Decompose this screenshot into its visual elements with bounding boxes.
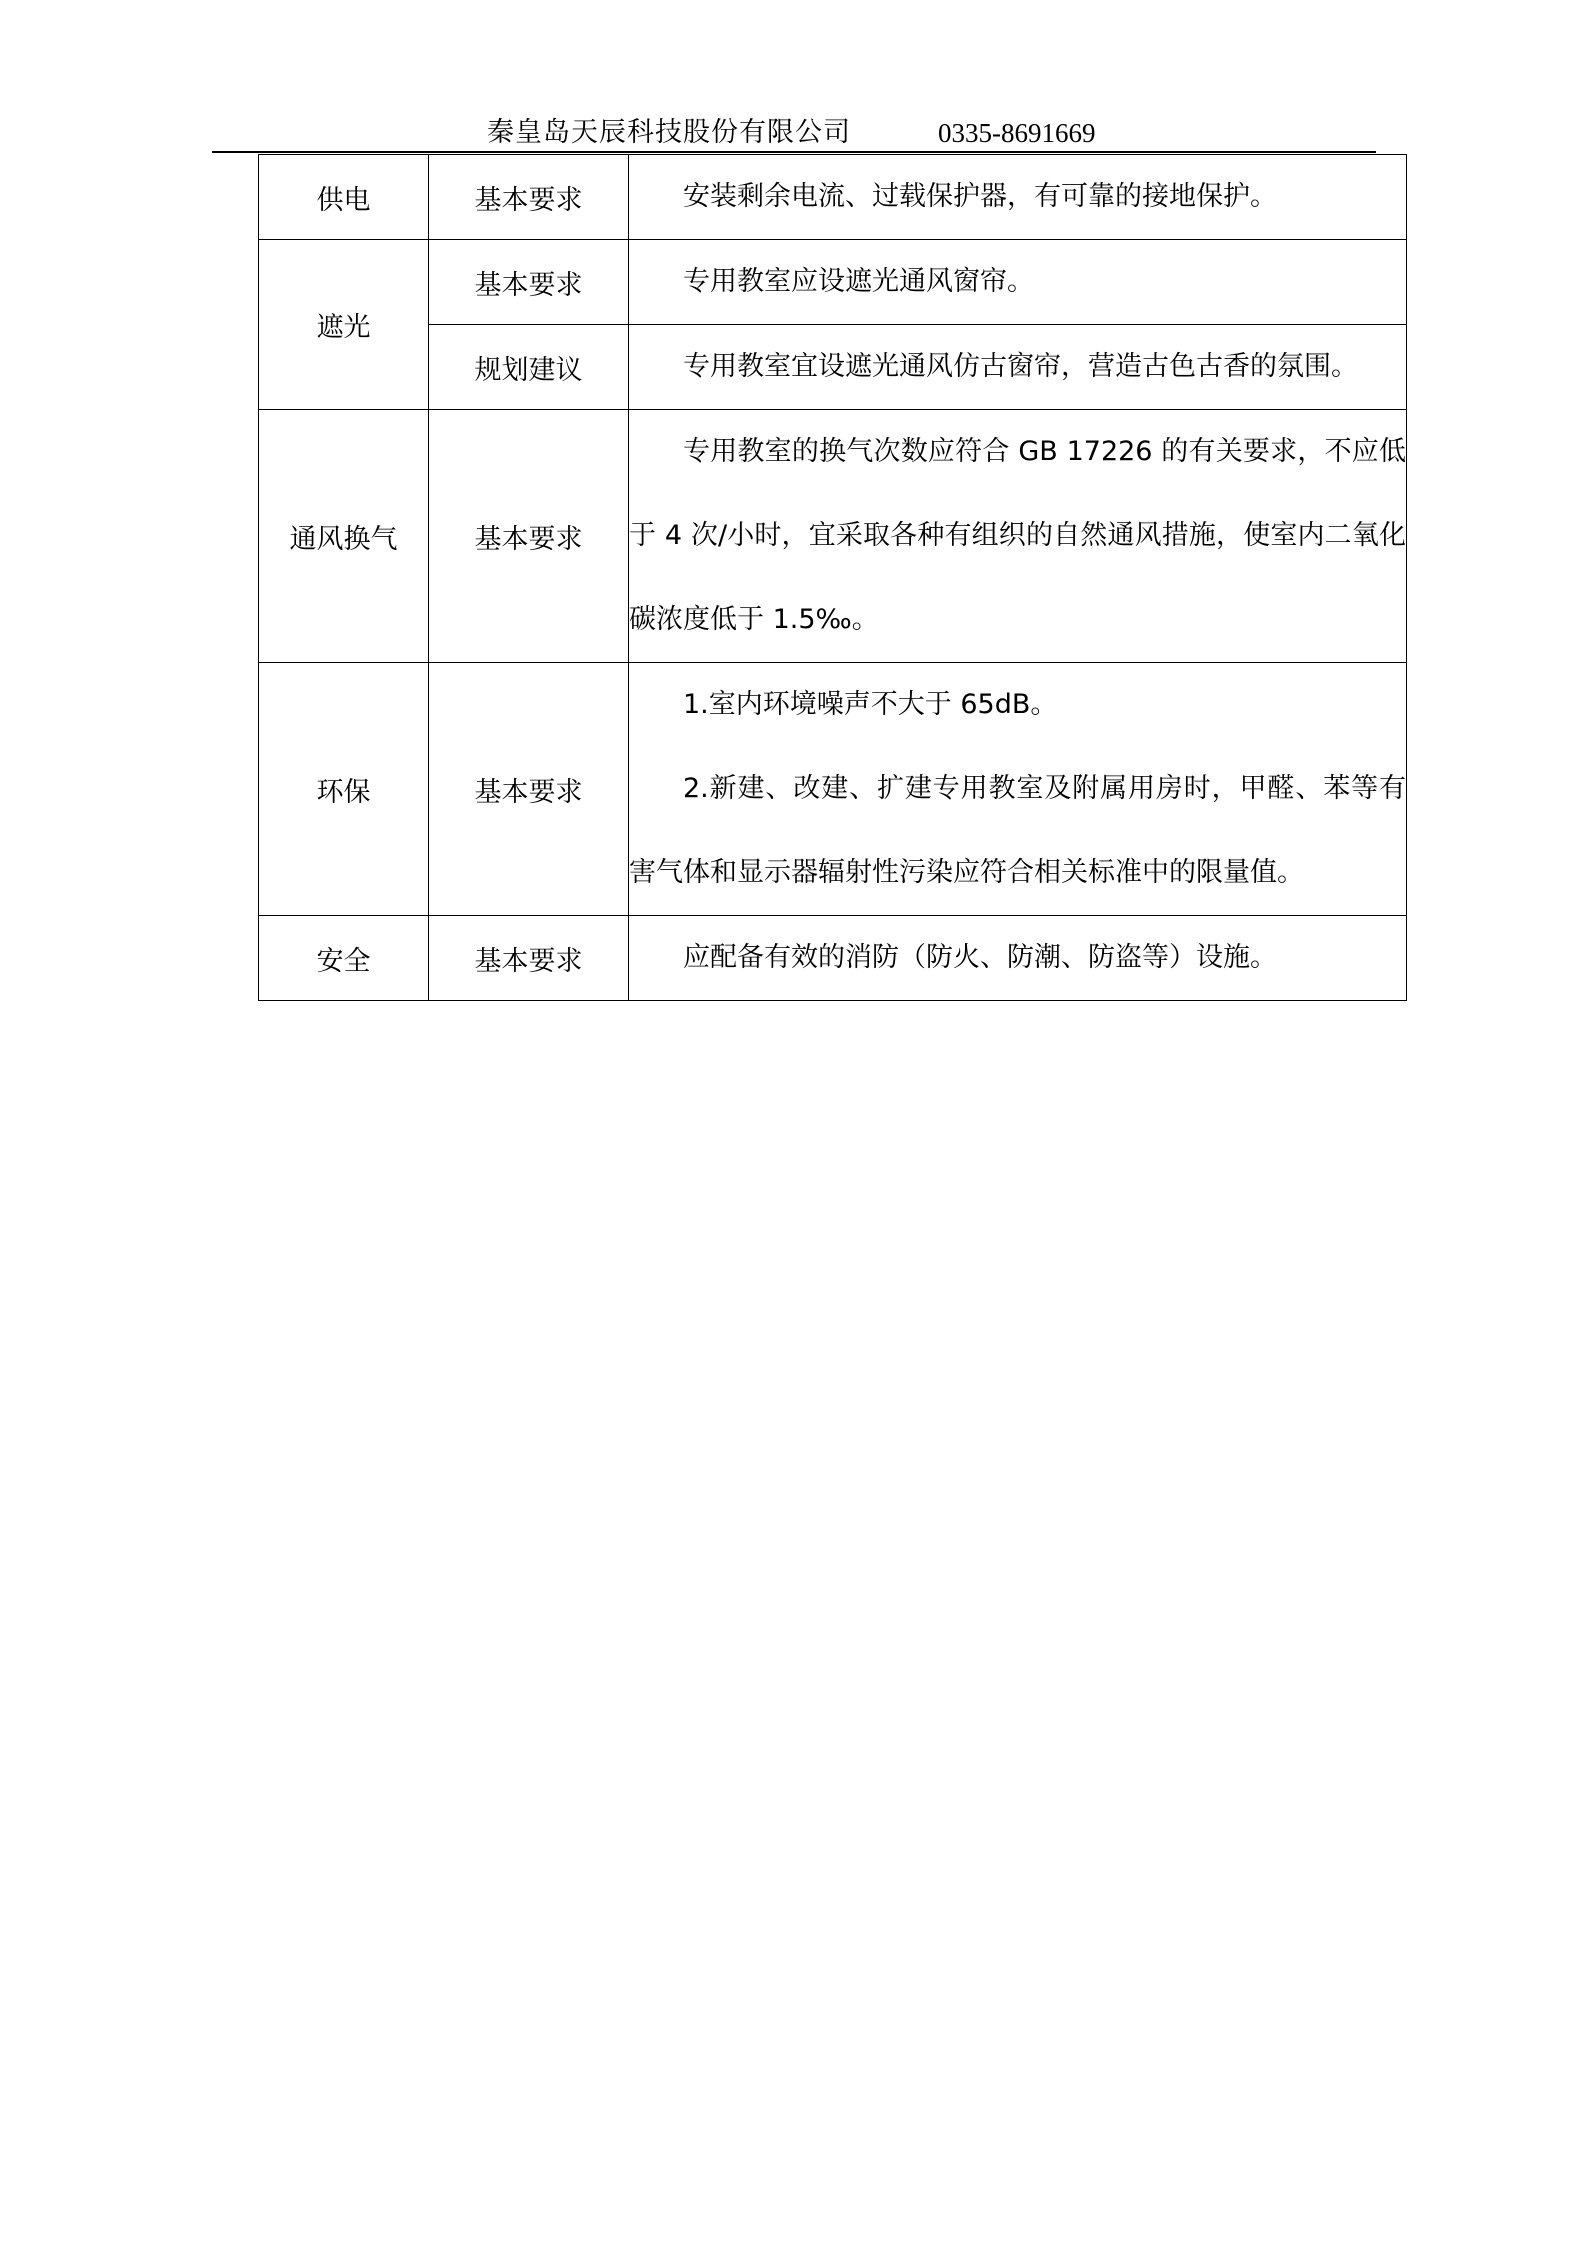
header-divider (212, 151, 1376, 153)
level-cell: 基本要求 (429, 410, 629, 663)
table-row (259, 325, 1407, 410)
requirement-cell (629, 916, 1407, 1001)
category-cell: 通风换气 (259, 410, 429, 663)
requirements-table (258, 154, 1407, 1001)
table-row (259, 663, 1407, 916)
requirement-text: 安装剩余电流、过载保护器，有可靠的接地保护。 (683, 181, 1277, 212)
level-cell: 基本要求 (429, 663, 629, 916)
requirement-cell (629, 240, 1407, 325)
table-row (259, 155, 1407, 240)
requirement-text: 1.室内环境噪声不大于 65dB。 (683, 689, 1058, 720)
level-cell: 基本要求 (429, 240, 629, 325)
category-cell: 环保 (259, 663, 429, 916)
requirement-text: 专用教室应设遮光通风窗帘。 (683, 266, 1034, 297)
requirement-cell (629, 325, 1407, 410)
level-cell: 基本要求 (429, 155, 629, 240)
table-row (259, 410, 1407, 663)
category-cell: 安全 (259, 916, 429, 1001)
requirement-cell (629, 410, 1407, 663)
category-cell: 供电 (259, 155, 429, 240)
requirement-cell (629, 155, 1407, 240)
requirement-text: 专用教室的换气次数应符合 GB 17226 的有关要求，不应低于 4 次/小时，宜采取各种有组织的自然通风措施，使室内二氧化碳浓度低于 1.5‰。 (629, 436, 1406, 635)
requirement-text: 2.新建、改建、扩建专用教室及附属用房时，甲醛、苯等有害气体和显示器辐射性污染应符合相关标准中的限量值。 (629, 773, 1406, 888)
requirement-text: 应配备有效的消防（防火、防潮、防盗等）设施。 (683, 942, 1277, 973)
requirement-text: 专用教室宜设遮光通风仿古窗帘，营造古色古香的氛围。 (683, 351, 1358, 382)
table-row (259, 240, 1407, 325)
level-cell: 基本要求 (429, 916, 629, 1001)
table-row (259, 916, 1407, 1001)
requirement-cell (629, 663, 1407, 916)
category-cell: 遮光 (259, 240, 429, 410)
company-phone: 0335-8691669 (938, 118, 1096, 148)
level-cell: 规划建议 (429, 325, 629, 410)
company-name: 秦皇岛天辰科技股份有限公司 (487, 117, 851, 148)
